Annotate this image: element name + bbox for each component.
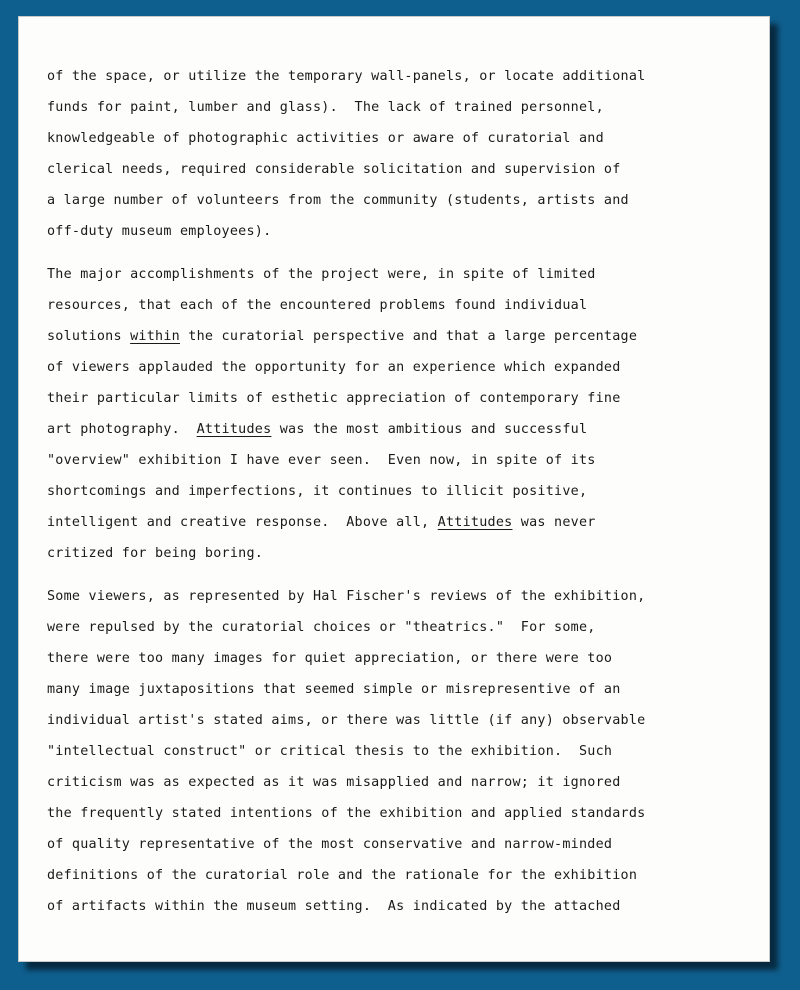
text-line [47,290,747,321]
text-line [47,352,747,383]
text-line [47,612,747,643]
text-segment: the curatorial perspective and that a large percentage [180,329,638,344]
text-segment: funds for paint, lumber and glass). The lack of trained personnel, [47,100,604,115]
text-line [47,259,747,290]
text-line [47,507,747,538]
text-line [47,538,747,569]
text-line [47,798,747,829]
document-body [47,61,747,922]
text-segment: "overview" exhibition I have ever seen. Even now, in spite of its [47,453,596,468]
text-line [47,860,747,891]
text-line [47,829,747,860]
text-segment: their particular limits of esthetic appreciation of contemporary fine [47,391,621,406]
text-line [47,705,747,736]
text-segment: was never [512,515,596,530]
text-line [47,736,747,767]
text-segment: of the space, or utilize the temporary wall-panels, or locate additional [47,69,646,84]
text-segment: shortcomings and imperfections, it continues to illicit positive, [47,484,588,499]
text-line [47,216,747,247]
text-segment: Some viewers, as represented by Hal Fischer's reviews of the exhibition, [47,589,646,604]
text-line [47,61,747,92]
paragraph-gap [47,569,747,581]
underlined-text: Attitudes [437,515,513,530]
text-segment: critized for being boring. [47,546,264,561]
text-segment: many image juxtapositions that seemed simple or misrepresentive of an [47,682,621,697]
text-segment: The major accomplishments of the project were, in spite of limited [47,267,596,282]
text-line [47,154,747,185]
text-line [47,321,747,352]
text-line [47,185,747,216]
text-segment: off-duty museum employees). [47,224,272,239]
text-segment: the frequently stated intentions of the exhibition and applied standards [47,806,646,821]
text-segment: resources, that each of the encountered problems found individual [47,298,588,313]
text-line [47,414,747,445]
text-segment: of artifacts within the museum setting. As indicated by the attached [47,899,621,914]
text-segment: "intellectual construct" or critical thesis to the exhibition. Such [47,744,613,759]
paragraph-gap [47,247,747,259]
text-segment: solutions [47,329,131,344]
text-segment: there were too many images for quiet appreciation, or there were too [47,651,613,666]
document-page [18,16,770,962]
text-line [47,123,747,154]
text-line [47,581,747,612]
text-segment: of quality representative of the most conservative and narrow-minded [47,837,613,852]
text-segment: intelligent and creative response. Above all, [47,515,438,530]
text-segment: individual artist's stated aims, or there was little (if any) observable [47,713,646,728]
underlined-text: Attitudes [196,422,272,437]
text-line [47,674,747,705]
text-line [47,476,747,507]
text-segment: of viewers applauded the opportunity for an experience which expanded [47,360,621,375]
text-line [47,383,747,414]
text-segment: knowledgeable of photographic activities or aware of curatorial and [47,131,604,146]
text-line [47,891,747,922]
text-segment: a large number of volunteers from the community (students, artists and [47,193,629,208]
text-line [47,445,747,476]
text-segment: was the most ambitious and successful [271,422,588,437]
text-segment: were repulsed by the curatorial choices or "theatrics." For some, [47,620,596,635]
text-segment: definitions of the curatorial role and the rationale for the exhibition [47,868,638,883]
underlined-text: within [130,329,180,344]
text-line [47,767,747,798]
text-segment: clerical needs, required considerable solicitation and supervision of [47,162,621,177]
text-segment: criticism was as expected as it was misapplied and narrow; it ignored [47,775,621,790]
text-line [47,643,747,674]
text-segment: art photography. [47,422,197,437]
text-line [47,92,747,123]
